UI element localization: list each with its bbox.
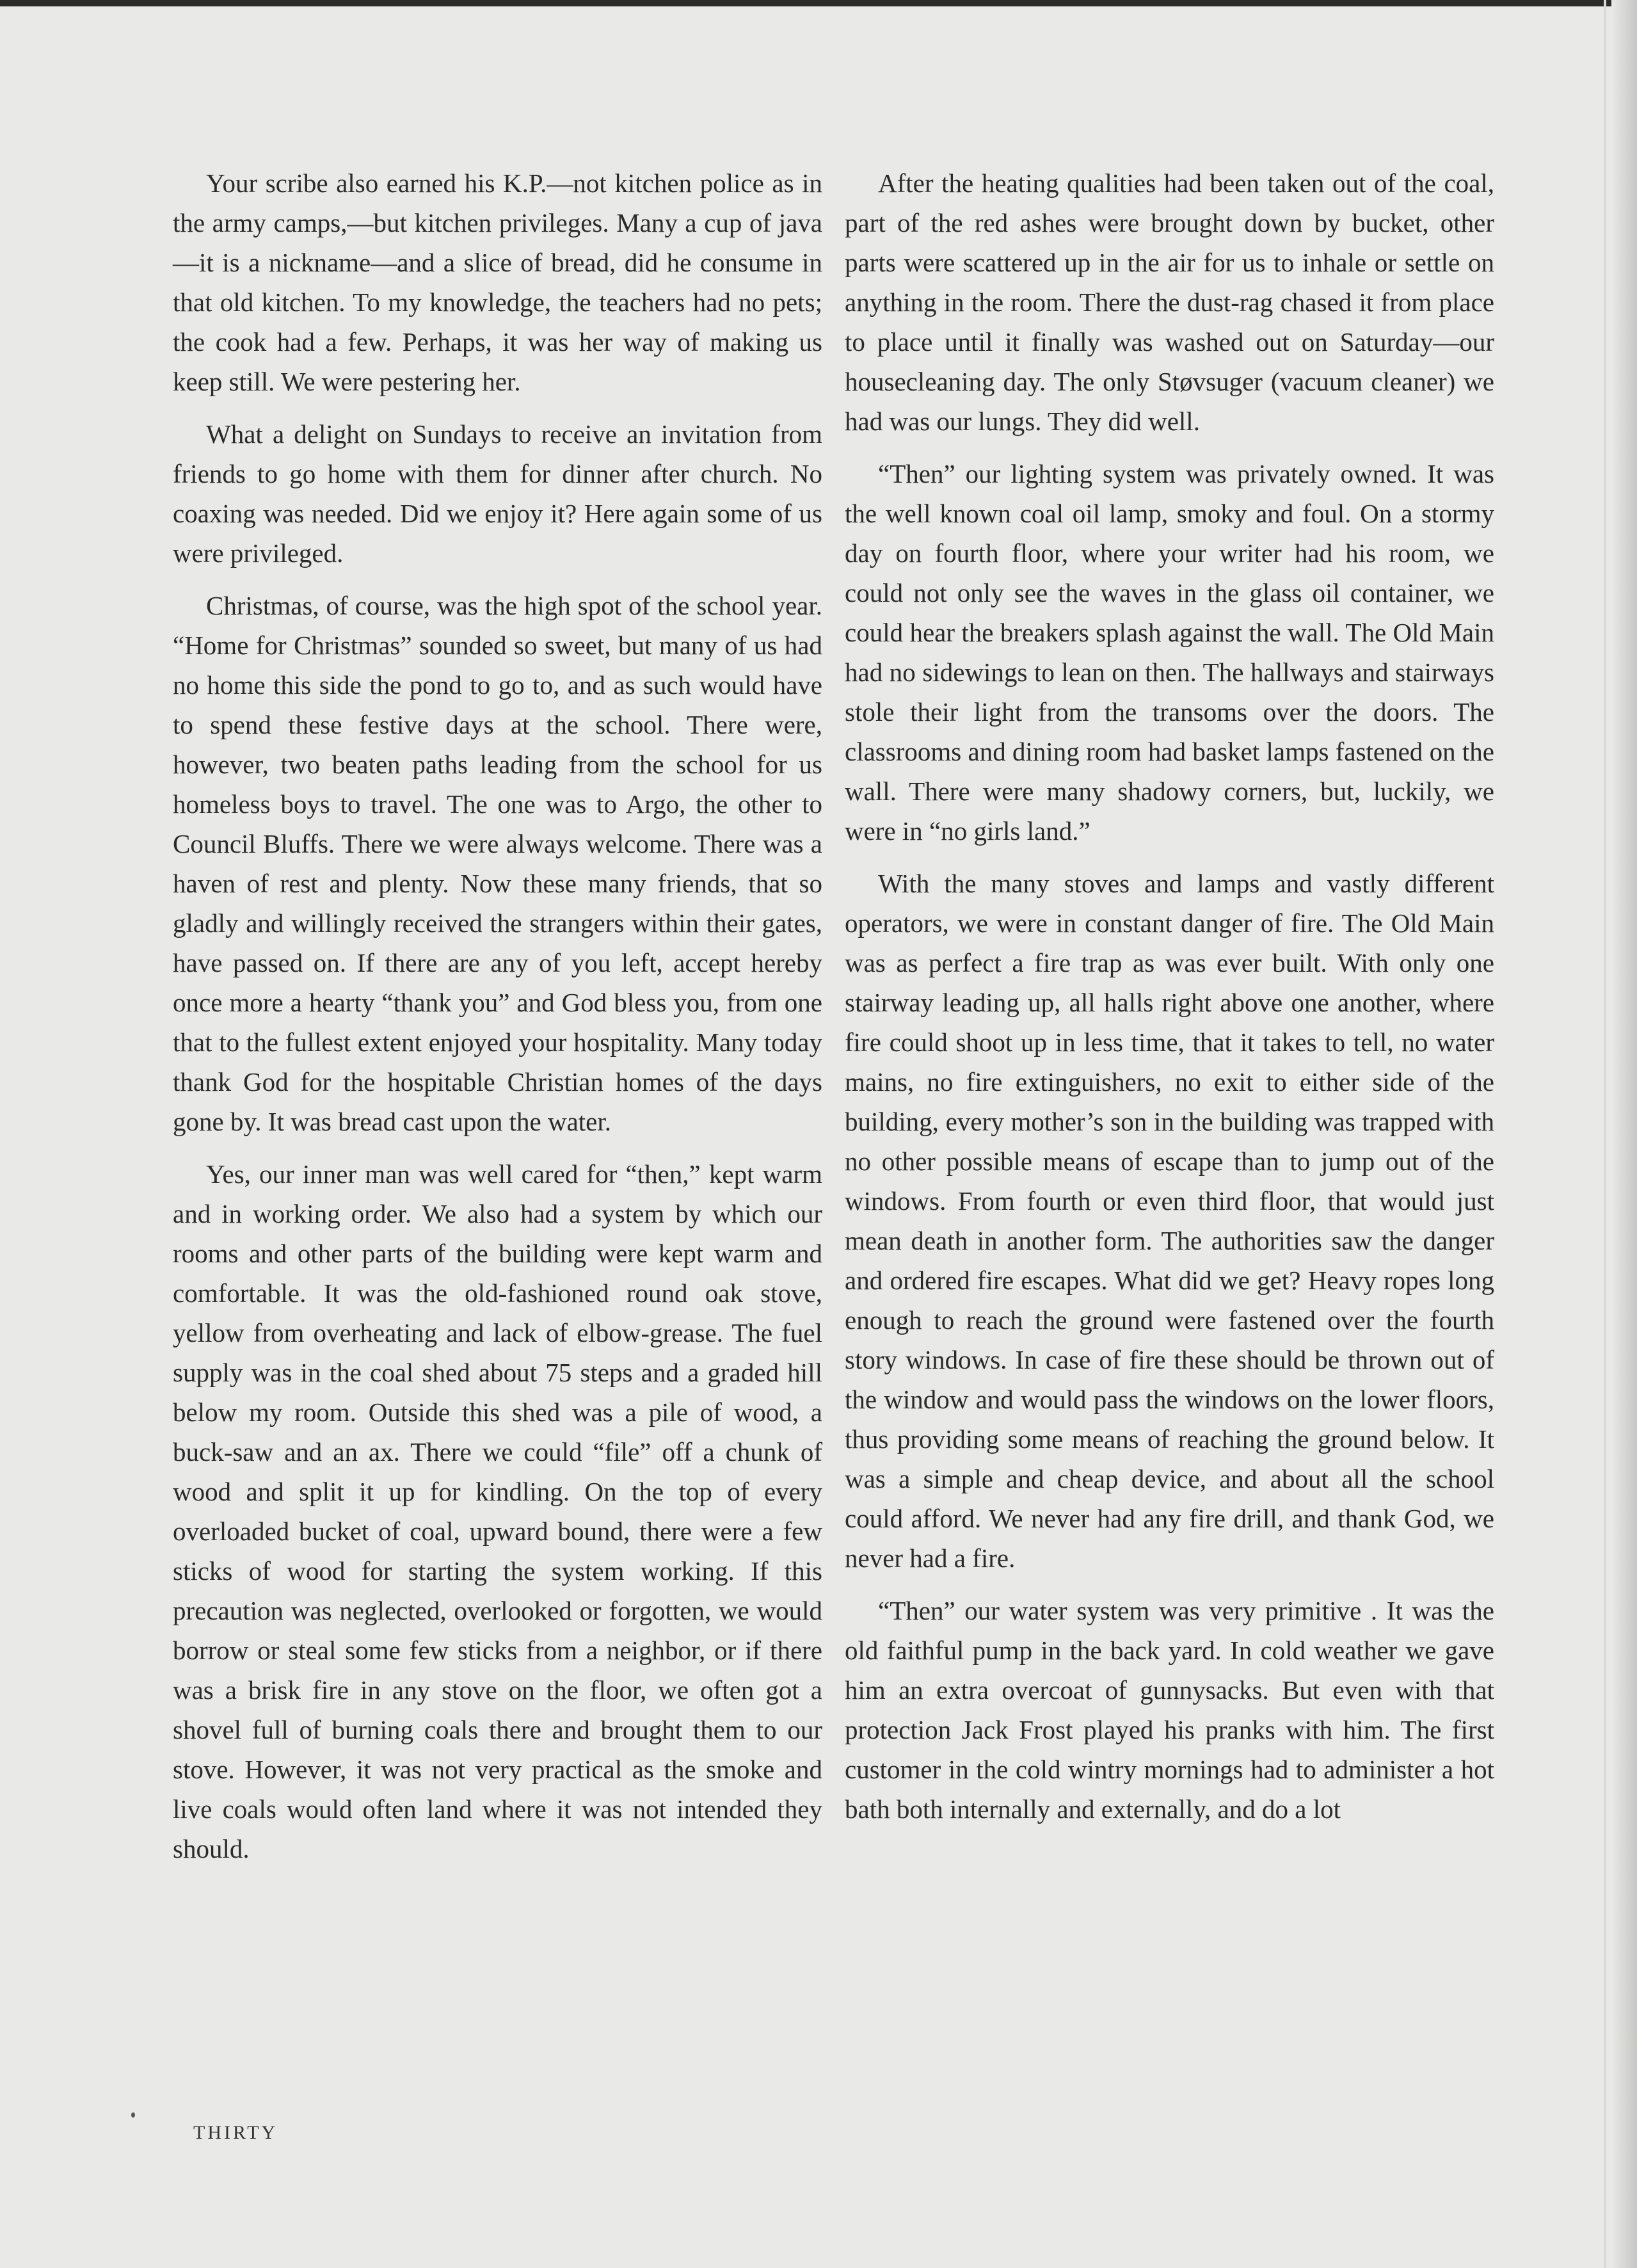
paragraph-kitchen-privileges: Your scribe also earned his K.P.—not kitchen police as in the army camps,—but kitchen privileges. Many a cup of java—it is a nickname—and a slice of bread, did he consume in that old kitchen. To my knowledge, the teachers had no pets; the cook had a few. Perhaps, it was her way of making us keep still. We were pestering her.: [173, 168, 822, 396]
paragraph-christmas: Christmas, of course, was the high spot of the school year. “Home for Christmas” sounded so sweet, but many of us had no home this side the pond to go to, and as such would have to spend these festive days at the school. There were, however, two beaten paths leading from the school for us homeless boys to travel. The one was to Argo, the other to Council Bluffs. There we were always welcome. There was a haven of rest and plenty. Now these many friends, that so gladly and willingly received the strangers within their gates, have passed on. If there are any of you left, accept hereby once more a hearty “thank you” and God bless you, from one that to the fullest extent enjoyed your hospitality. Many today thank God for the hospitable Christian homes of the days gone by. It was bread cast upon the water.: [173, 591, 822, 1136]
paragraph-fire-danger: With the many stoves and lamps and vastly different operators, we were in constant danger of fire. The Old Main was as perfect a fire trap as was ever built. With only one stairway leading up, all halls right above one another, where fire could shoot up in less time, that it takes to tell, no water mains, no fire extinguishers, no exit to either side of the building, every mother’s son in the building was trapped with no other possible means of escape than to jump out of the windows. From fourth or even third floor, that would just mean death in another form. The authorities saw the danger and ordered fire escapes. What did we get? Heavy ropes long enough to reach the ground were fastened over the fourth story windows. In case of fire these should be thrown out of the window and would pass the windows on the lower floors, thus providing some means of reaching the ground below. It was a simple and cheap device, and about all the school could afford. We never had any fire drill, and thank God, we never had a fire.: [845, 869, 1494, 1573]
paragraph-water-system: “Then” our water system was very primitive . It was the old faithful pump in the back yard. In cold weather we gave him an extra overcoat of gunnysacks. But even with that protection Jack Frost played his pranks with him. The first customer in the cold wintry mornings had to administer a hot bath both internally and externally, and do a lot: [845, 1596, 1494, 1824]
left-column: [173, 163, 822, 1881]
paragraph-ashes: After the heating qualities had been taken out of the coal, part of the red ashes were brought down by bucket, other parts were scattered up in the air for us to inhale or settle on anything in the room. There the dust-rag chased it from place to place until it finally was washed out on Saturday—our housecleaning day. The only Støvsuger (vacuum cleaner) we had was our lungs. They did well.: [845, 168, 1494, 436]
scan-top-edge: [0, 0, 1637, 6]
scan-speck: [131, 2112, 135, 2118]
page-number: THIRTY: [193, 2122, 278, 2143]
document-page: [173, 163, 1503, 2116]
paragraph-lighting-system: “Then” our lighting system was privately owned. It was the well known coal oil lamp, smoky and foul. On a stormy day on fourth floor, where your writer had his room, we could not only see the waves in the glass oil container, we could hear the breakers splash against the wall. The Old Main had no sidewings to lean on then. The hallways and stairways stole their light from the transoms over the doors. The classrooms and dining room had basket lamps fastened on the wall. There were many shadowy corners, but, luckily, we were in “no girls land.”: [845, 459, 1494, 846]
right-column: [845, 163, 1494, 1842]
paragraph-sunday-invitations: What a delight on Sundays to receive an invitation from friends to go home with them for dinner after church. No coaxing was needed. Did we enjoy it? Here again some of us were privileged.: [173, 419, 822, 568]
paragraph-heating-system: Yes, our inner man was well cared for “then,” kept warm and in working order. We also had a system by which our rooms and other parts of the building were kept warm and comfortable. It was the old-fashioned round oak stove, yellow from overheating and lack of elbow-grease. The fuel supply was in the coal shed about 75 steps and a graded hill below my room. Outside this shed was a pile of wood, a buck-saw and an ax. There we could “file” off a chunk of wood and split it up for kindling. On the top of every overloaded bucket of coal, upward bound, there were a few sticks of wood for starting the system working. If this precaution was neglected, overlooked or forgotten, we would borrow or steal some few sticks from a neighbor, or if there was a brisk fire in any stove on the floor, we often got a shovel full of burning coals there and brought them to our stove. However, it was not very practical as the smoke and live coals would often land where it was not intended they should.: [173, 1159, 822, 1863]
scan-page-fold: [1604, 0, 1606, 2268]
scan-right-edge: [1611, 0, 1637, 2268]
